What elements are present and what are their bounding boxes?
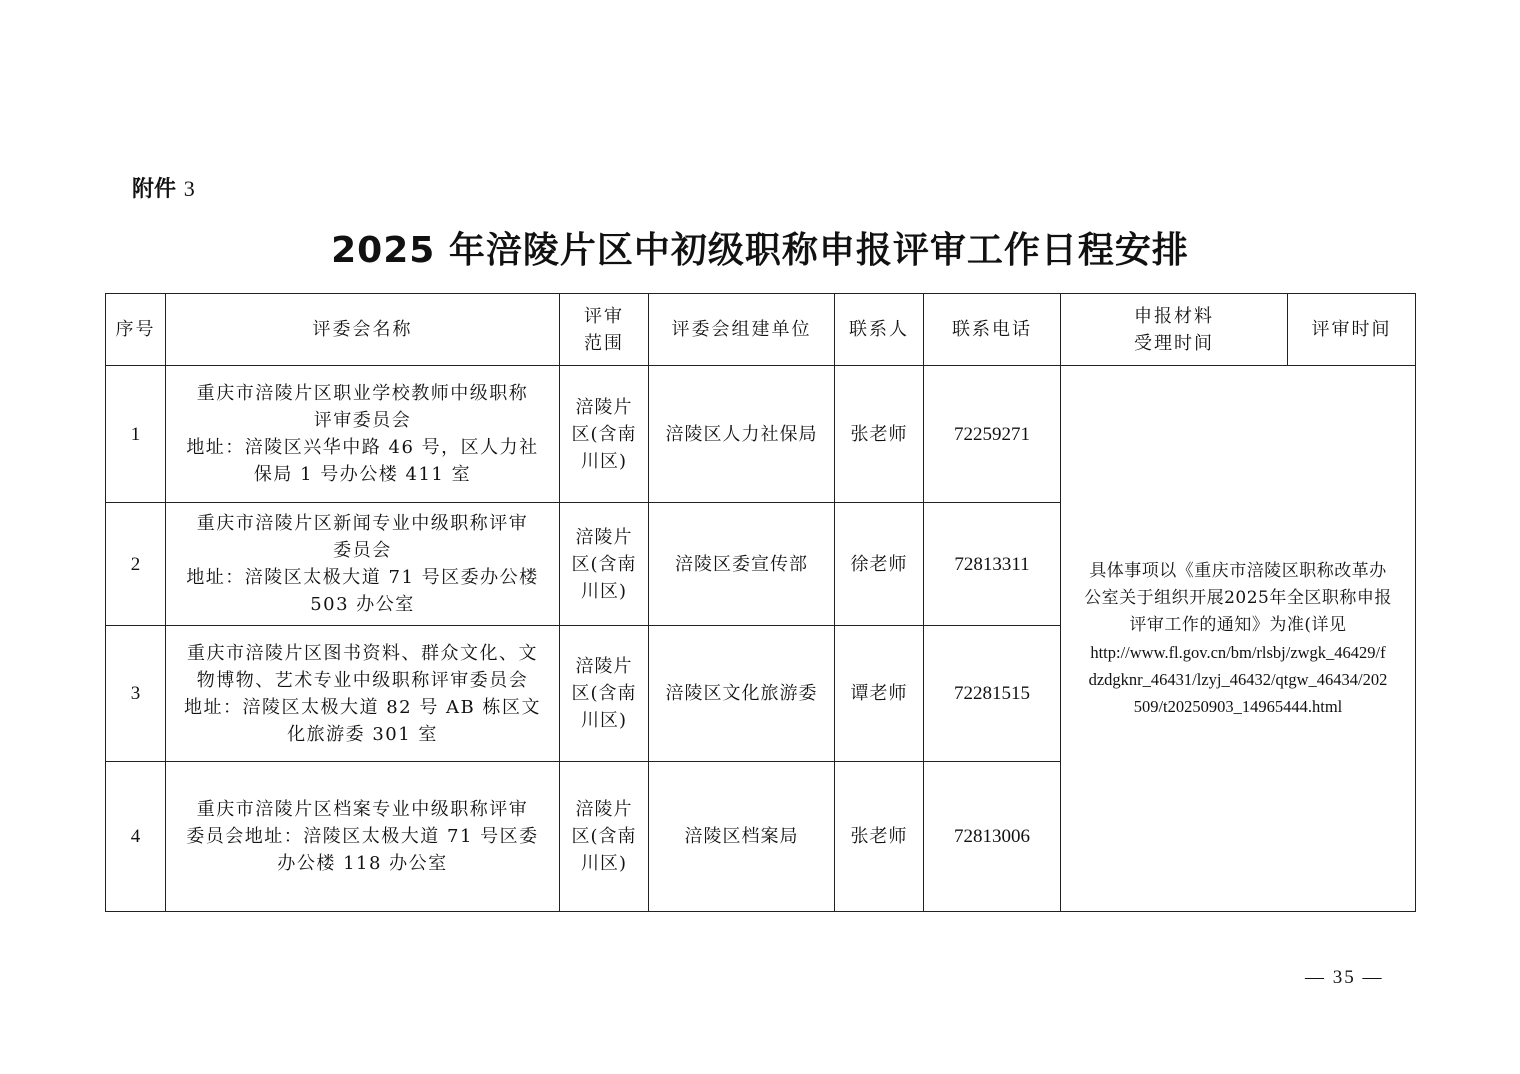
header-seq: 序号 <box>106 294 166 366</box>
note-line: 评审工作的通知》为准(详见 <box>1129 614 1347 635</box>
name-line: 委员会地址：涪陵区太极大道 71 号区委 <box>186 826 539 847</box>
row-committee-name <box>166 626 560 762</box>
name-line: 503 办公室 <box>310 594 415 615</box>
row-contact: 张老师 <box>835 762 924 912</box>
note-url-line: dzdgknr_46431/lzyj_46432/qtgw_46434/202 <box>1088 669 1388 689</box>
row-unit: 涪陵区文化旅游委 <box>649 626 835 762</box>
attachment-number: 3 <box>183 176 195 201</box>
name-line: 评审委员会 <box>313 410 412 431</box>
row-unit: 涪陵区委宣传部 <box>649 503 835 626</box>
header-row <box>106 294 1416 366</box>
header-accept-time <box>1061 294 1288 366</box>
scope-line: 涪陵片 <box>575 799 633 820</box>
note-url-line: 509/t20250903_14965444.html <box>1133 696 1343 716</box>
scope-line: 涪陵片 <box>575 656 633 677</box>
name-line: 地址：涪陵区兴华中路 46 号，区人力社 <box>186 437 539 458</box>
row-seq: 4 <box>106 762 166 912</box>
row-committee-name <box>166 762 560 912</box>
scope-line: 涪陵片 <box>575 526 633 548</box>
name-line: 办公楼 118 办公室 <box>277 853 448 874</box>
header-phone: 联系电话 <box>924 294 1061 366</box>
header-contact: 联系人 <box>835 294 924 366</box>
table-row <box>106 366 1416 503</box>
name-line: 化旅游委 301 室 <box>287 723 438 745</box>
row-phone: 72813006 <box>924 762 1061 912</box>
row-scope <box>560 503 649 626</box>
row-contact: 徐老师 <box>835 503 924 626</box>
name-line: 物博物、艺术专业中级职称评审委员会 <box>196 669 529 691</box>
header-scope-line1: 评审 <box>584 305 624 327</box>
header-accept-line2: 受理时间 <box>1134 332 1214 354</box>
row-contact: 张老师 <box>835 366 924 503</box>
name-line: 重庆市涪陵片区新闻专业中级职称评审 <box>196 513 529 534</box>
row-scope <box>560 366 649 503</box>
name-line: 地址：涪陵区太极大道 82 号 AB 栋区文 <box>183 696 542 718</box>
schedule-note <box>1061 366 1416 912</box>
header-unit: 评委会组建单位 <box>649 294 835 366</box>
document-title: 2025 年涪陵片区中初级职称申报评审工作日程安排 <box>331 230 1189 271</box>
scope-line: 川区) <box>580 853 628 874</box>
scope-line: 川区) <box>580 450 628 472</box>
name-line: 重庆市涪陵片区职业学校教师中级职称 <box>196 383 529 404</box>
row-unit: 涪陵区档案局 <box>649 762 835 912</box>
header-scope-line2: 范围 <box>584 332 624 354</box>
scope-line: 区(含南 <box>571 683 637 704</box>
row-phone: 72259271 <box>924 366 1061 503</box>
name-line: 重庆市涪陵片区档案专业中级职称评审 <box>196 799 529 820</box>
row-committee-name <box>166 366 560 503</box>
name-line: 重庆市涪陵片区图书资料、群众文化、文 <box>187 642 538 664</box>
row-seq: 2 <box>106 503 166 626</box>
row-contact: 谭老师 <box>835 626 924 762</box>
name-line: 地址：涪陵区太极大道 71 号区委办公楼 <box>186 567 539 588</box>
row-scope <box>560 762 649 912</box>
name-line: 保局 1 号办公楼 411 室 <box>253 464 472 485</box>
scope-line: 川区) <box>580 710 628 731</box>
attachment-text: 附件 <box>132 177 177 202</box>
note-line: 公室关于组织开展2025年全区职称申报 <box>1084 587 1392 608</box>
scope-line: 区(含南 <box>571 826 637 847</box>
attachment-label <box>132 172 195 203</box>
header-scope <box>560 294 649 366</box>
scope-line: 涪陵片 <box>575 396 633 418</box>
row-unit: 涪陵区人力社保局 <box>649 366 835 503</box>
note-url-line: http://www.fl.gov.cn/bm/rlsbj/zwgk_46429/f <box>1090 642 1386 662</box>
scope-line: 区(含南 <box>571 423 637 445</box>
row-seq: 3 <box>106 626 166 762</box>
name-line: 委员会 <box>333 540 392 561</box>
row-scope <box>560 626 649 762</box>
header-name: 评委会名称 <box>166 294 560 366</box>
scope-line: 区(含南 <box>571 553 637 575</box>
row-phone: 72813311 <box>924 503 1061 626</box>
row-seq: 1 <box>106 366 166 503</box>
header-review-time: 评审时间 <box>1288 294 1416 366</box>
schedule-table <box>105 293 1416 912</box>
header-accept-line1: 申报材料 <box>1134 305 1214 327</box>
note-line: 具体事项以《重庆市涪陵区职称改革办 <box>1089 560 1387 581</box>
scope-line: 川区) <box>580 580 628 602</box>
page-number: — 35 — <box>1305 967 1384 988</box>
row-phone: 72281515 <box>924 626 1061 762</box>
row-committee-name <box>166 503 560 626</box>
